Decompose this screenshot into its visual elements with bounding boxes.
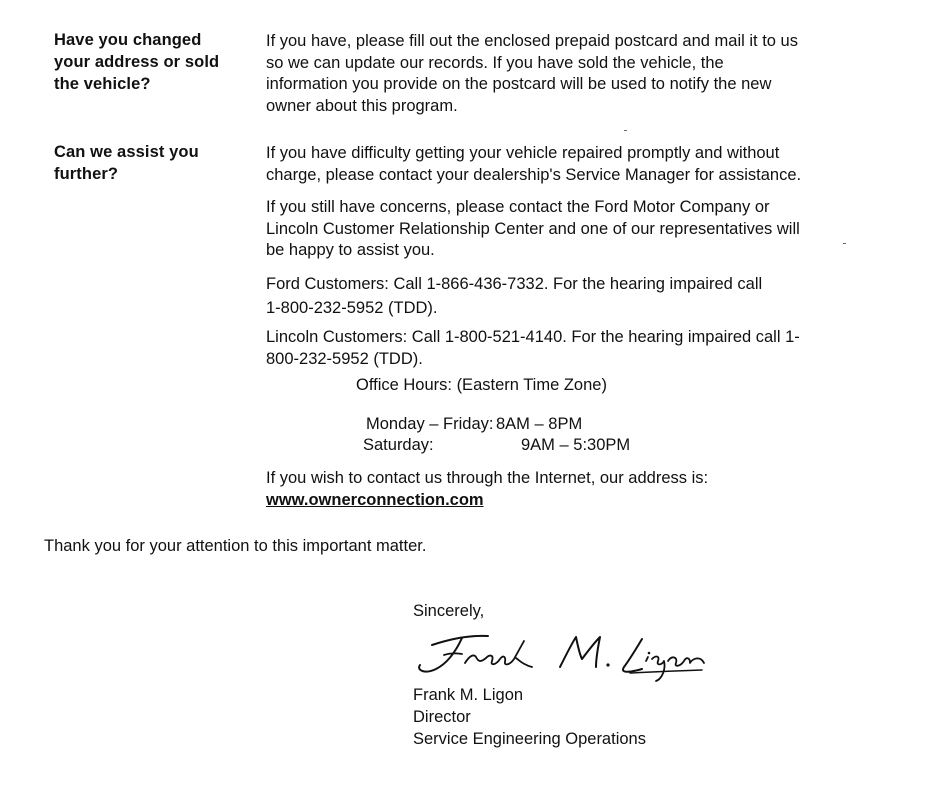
- address-answer-line: If you have, please fill out the enclosed prepaid postcard and mail it to us: [266, 32, 798, 50]
- address-question-line: the vehicle?: [54, 75, 151, 93]
- owner-connection-link[interactable]: www.ownerconnection.com: [266, 491, 484, 509]
- lincoln-contact-line: 800-232-5952 (TDD).: [266, 349, 423, 368]
- assist-para-line: If you still have concerns, please contact the Ford Motor Company or: [266, 198, 770, 216]
- signer-title: Director: [413, 708, 471, 726]
- office-hours-title: Office Hours: (Eastern Time Zone): [356, 376, 607, 394]
- hours-saturday-time: 9AM – 5:30PM: [521, 436, 631, 454]
- assist-para-2: [266, 197, 906, 262]
- assist-para-1: [266, 143, 906, 186]
- handwritten-signature: [410, 625, 710, 685]
- scan-speck: [624, 130, 627, 131]
- scan-speck: [843, 243, 846, 244]
- signer-department: Service Engineering Operations: [413, 730, 646, 748]
- address-answer: [266, 31, 906, 117]
- address-question-line: your address or sold: [54, 53, 220, 71]
- assist-question-line: further?: [54, 165, 119, 183]
- ford-contact-line: 1-800-232-5952 (TDD).: [266, 299, 438, 317]
- lincoln-contact-line: Lincoln Customers: Call 1-800-521-4140. For the hearing impaired call 1-: [266, 328, 800, 346]
- lincoln-contact: [266, 327, 916, 370]
- closing-line: Thank you for your attention to this important matter.: [44, 537, 427, 555]
- assist-para-line: be happy to assist you.: [266, 241, 435, 259]
- hours-weekday-label: Monday – Friday:: [366, 415, 494, 433]
- ford-contact-line: Ford Customers: Call 1-866-436-7332. For the hearing impaired call: [266, 275, 763, 293]
- assist-para-line: Lincoln Customer Relationship Center and one of our representatives will: [266, 219, 800, 238]
- salutation: Sincerely,: [413, 602, 485, 620]
- address-answer-line: information you provide on the postcard will be used to notify the new: [266, 75, 772, 93]
- address-answer-line: so we can update our records. If you have sold the vehicle, the: [266, 53, 724, 72]
- signer-name: Frank M. Ligon: [413, 686, 524, 704]
- assist-para-line: charge, please contact your dealership's Service Manager for assistance.: [266, 165, 802, 184]
- ford-contact: [266, 272, 906, 320]
- address-question: [54, 29, 254, 95]
- address-answer-line: owner about this program.: [266, 96, 458, 115]
- hours-weekday-time: 8AM – 8PM: [496, 415, 583, 433]
- assist-question-line: Can we assist you: [54, 143, 199, 161]
- internet-text: If you wish to contact us through the Internet, our address is:: [266, 469, 709, 487]
- hours-saturday-label: Saturday:: [363, 436, 434, 454]
- assist-para-line: If you have difficulty getting your vehicle repaired promptly and without: [266, 144, 780, 162]
- assist-question: [54, 141, 254, 185]
- address-question-line: Have you changed: [54, 31, 202, 49]
